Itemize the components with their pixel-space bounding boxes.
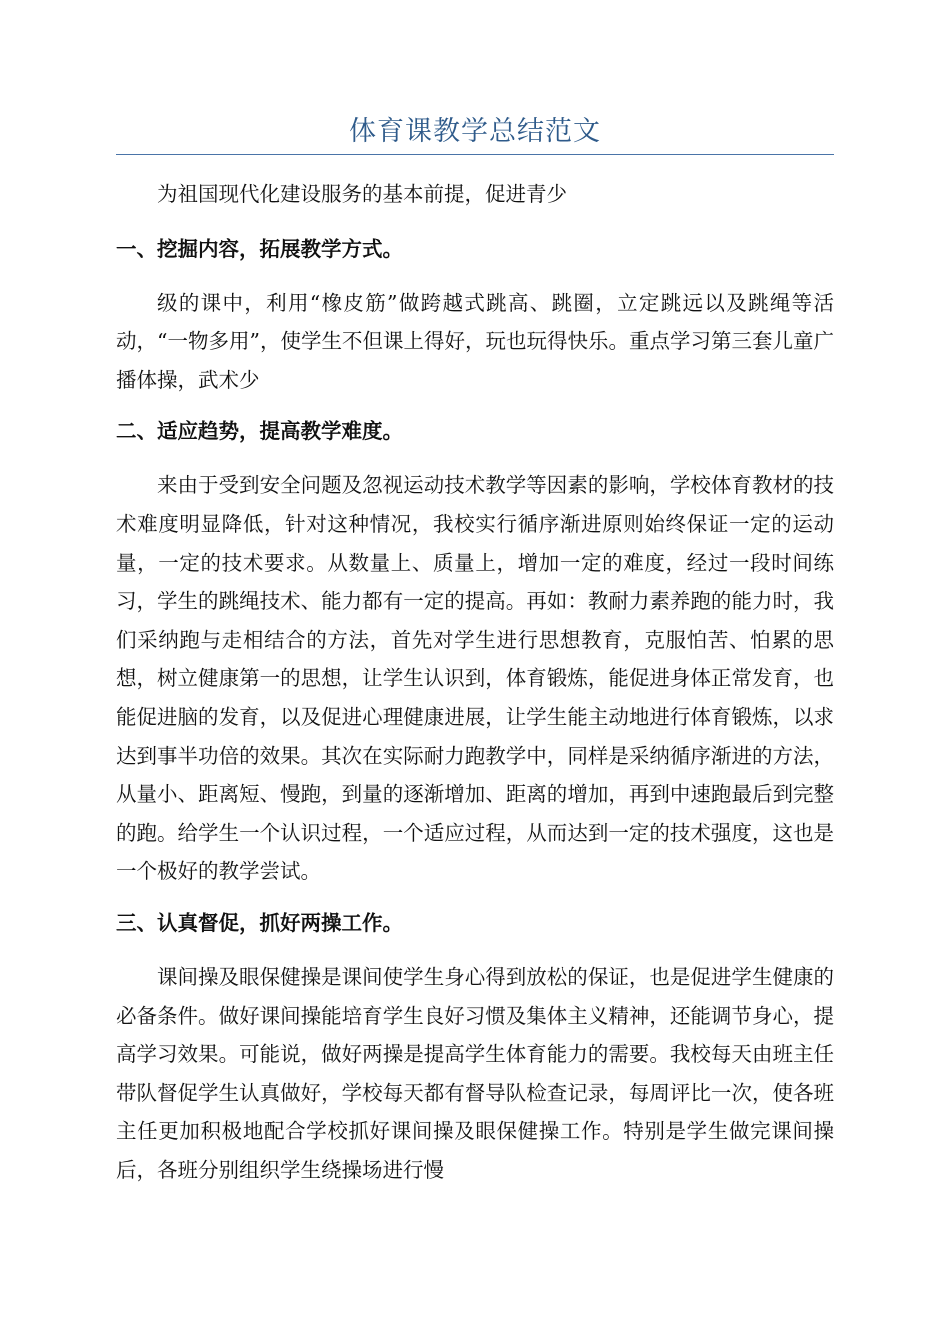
section-2-body: 来由于受到安全问题及忽视运动技术教学等因素的影响，学校体育教材的技术难度明显降低，针对这种情况，我校实行循序渐进原则始终保证一定的运动量，一定的技术要求。从数量上、质量上，增加一定的难度，经过一段时间练习，学生的跳绳技术、能力都有一定的提高。再如：教耐力素养跑的能力时，我们采纳跑与走相结合的方法，首先对学生进行思想教育，克服怕苦、怕累的思想，树立健康第一的思想，让学生认识到，体育锻炼，能促进身体正常发育，也能促进脑的发育，以及促进心理健康进展，让学生能主动地进行体育锻炼，以求达到事半功倍的效果。其次在实际耐力跑教学中，同样是采纳循序渐进的方法，从量小、距离短、慢跑，到量的逐渐增加、距离的增加，再到中速跑最后到完整的跑。给学生一个认识过程，一个适应过程，从而达到一定的技术强度，这也是一个极好的教学尝试。 — [116, 473, 834, 884]
section-3-body: 课间操及眼保健操是课间使学生身心得到放松的保证，也是促进学生健康的必备条件。做好课间操能培育学生良好习惯及集体主义精神，还能调节身心，提高学习效果。可能说，做好两操是提高学生体育能力的需要。我校每天由班主任带队督促学生认真做好，学校每天都有督导队检查记录，每周评比一次，使各班主任更加积极地配合学校抓好课间操及眼保健操工作。特别是学生做完课间操后，各班分别组织学生绕操场进行慢 — [116, 964, 834, 1182]
intro-paragraph: 为祖国现代化建设服务的基本前提，促进青少 — [157, 182, 567, 206]
document-title: 体育课教学总结范文 — [116, 112, 834, 155]
document-page — [116, 112, 834, 1189]
section-1-body: 级的课中，利用“橡皮筋”做跨越式跳高、跳圈，立定跳远以及跳绳等活动，“一物多用”，使学生不但课上得好，玩也玩得快乐。重点学习第三套儿童广播体操，武术少 — [116, 290, 834, 392]
section-3-heading: 三、认真督促，抓好两操工作。 — [116, 910, 403, 935]
section-2-heading: 二、适应趋势，提高教学难度。 — [116, 419, 403, 444]
section-1-heading: 一、挖掘内容，拓展教学方式。 — [116, 236, 403, 261]
